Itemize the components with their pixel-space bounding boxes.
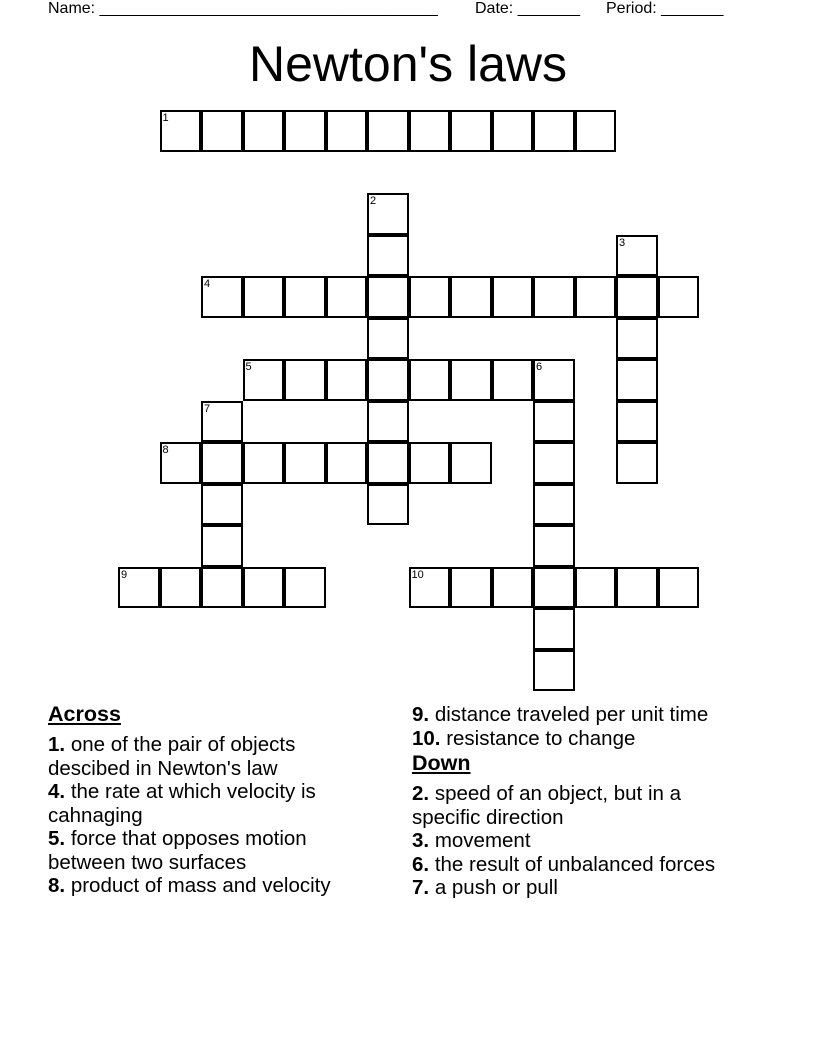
- crossword-cell[interactable]: [533, 525, 575, 567]
- clue-down-2: 2. speed of an object, but in a specific direction: [412, 782, 681, 829]
- crossword-cell[interactable]: [533, 608, 575, 650]
- crossword-cell[interactable]: [658, 567, 700, 609]
- crossword-cell[interactable]: [243, 359, 285, 401]
- crossword-cell[interactable]: [243, 276, 285, 318]
- crossword-cell[interactable]: [284, 276, 326, 318]
- clue-down-7: 7. a push or pull: [412, 876, 558, 899]
- crossword-cell[interactable]: [243, 442, 285, 484]
- crossword-cell[interactable]: [575, 110, 617, 152]
- crossword-cell[interactable]: [201, 276, 243, 318]
- clue-down-6: 6. the result of unbalanced forces: [412, 852, 716, 876]
- crossword-cell[interactable]: [118, 567, 160, 609]
- crossword-cell[interactable]: [160, 110, 202, 152]
- crossword-cell[interactable]: [409, 110, 451, 152]
- cell-number: 9: [121, 568, 128, 581]
- crossword-cell[interactable]: [616, 442, 658, 484]
- crossword-cell[interactable]: [326, 110, 368, 152]
- crossword-cell[interactable]: [450, 442, 492, 484]
- crossword-cell[interactable]: [492, 110, 534, 152]
- clue-across-9: 9. distance traveled per unit time: [412, 703, 709, 726]
- crossword-cell[interactable]: [533, 567, 575, 609]
- clue-across-10: 10. resistance to change: [412, 726, 636, 750]
- crossword-cell[interactable]: [533, 359, 575, 401]
- clue-across-5: 5. force that opposes motion between two surfaces: [48, 827, 307, 874]
- crossword-cell[interactable]: [367, 276, 409, 318]
- name-field[interactable]: Name: ______________________________________: [48, 0, 438, 17]
- crossword-cell[interactable]: [326, 359, 368, 401]
- clues-left-column: [48, 701, 378, 898]
- crossword-cell[interactable]: [367, 401, 409, 443]
- crossword-cell[interactable]: [367, 359, 409, 401]
- crossword-cell[interactable]: [367, 235, 409, 277]
- crossword-cell[interactable]: [326, 442, 368, 484]
- clue-down-3: 3. movement: [412, 829, 531, 852]
- cell-number: 2: [370, 195, 377, 207]
- crossword-cell[interactable]: [575, 276, 617, 318]
- crossword-cell[interactable]: [492, 567, 534, 609]
- crossword-cell[interactable]: [616, 401, 658, 443]
- crossword-cell[interactable]: [533, 401, 575, 443]
- crossword-cell[interactable]: [409, 276, 451, 318]
- crossword-cell[interactable]: [284, 359, 326, 401]
- crossword-cell[interactable]: [616, 318, 658, 360]
- crossword-cell[interactable]: [201, 567, 243, 609]
- crossword-cell[interactable]: [160, 567, 202, 609]
- crossword-cell[interactable]: [284, 110, 326, 152]
- crossword-cell[interactable]: [450, 276, 492, 318]
- crossword-cell[interactable]: [533, 484, 575, 526]
- cell-number: 7: [204, 402, 211, 415]
- crossword-cell[interactable]: [575, 567, 617, 609]
- crossword-cell[interactable]: [409, 567, 451, 609]
- crossword-cell[interactable]: [284, 567, 326, 609]
- crossword-cell[interactable]: [201, 525, 243, 567]
- date-field[interactable]: Date: _______: [475, 0, 580, 17]
- page-title: Newton's laws: [249, 36, 567, 92]
- across-heading: Across: [48, 702, 121, 726]
- crossword-cell[interactable]: [616, 235, 658, 277]
- down-heading: Down: [412, 751, 471, 775]
- crossword-cell[interactable]: [616, 567, 658, 609]
- crossword-cell[interactable]: [533, 276, 575, 318]
- crossword-cell[interactable]: [492, 359, 534, 401]
- clues-right-column: [412, 701, 752, 900]
- crossword-cell[interactable]: [367, 442, 409, 484]
- crossword-cell[interactable]: [616, 359, 658, 401]
- crossword-cell[interactable]: [450, 110, 492, 152]
- cell-number: 8: [162, 444, 169, 456]
- crossword-cell[interactable]: [533, 110, 575, 152]
- crossword-cell[interactable]: [533, 442, 575, 484]
- crossword-cell[interactable]: [367, 193, 409, 235]
- cell-number: 10: [411, 568, 424, 581]
- crossword-cell[interactable]: [450, 359, 492, 401]
- period-field[interactable]: Period: _______: [606, 0, 724, 17]
- crossword-cell[interactable]: [367, 110, 409, 152]
- clue-across-8: 8. product of mass and velocity: [48, 874, 331, 897]
- crossword-cell[interactable]: [450, 567, 492, 609]
- cell-number: 1: [162, 112, 169, 124]
- crossword-cell[interactable]: [367, 318, 409, 360]
- crossword-cell[interactable]: [160, 442, 202, 484]
- cell-number: 3: [619, 236, 626, 249]
- crossword-cell[interactable]: [243, 567, 285, 609]
- crossword-cell[interactable]: [409, 359, 451, 401]
- crossword-cell[interactable]: [616, 276, 658, 318]
- crossword-cell[interactable]: [201, 484, 243, 526]
- crossword-cell[interactable]: [243, 110, 285, 152]
- crossword-cell[interactable]: [201, 401, 243, 443]
- cell-number: 4: [204, 278, 211, 290]
- clue-across-4: 4. the rate at which velocity is cahnaging: [48, 780, 316, 827]
- crossword-cell[interactable]: [658, 276, 700, 318]
- crossword-cell[interactable]: [284, 442, 326, 484]
- cell-number: 5: [245, 361, 252, 373]
- crossword-cell[interactable]: [409, 442, 451, 484]
- crossword-cell[interactable]: [201, 110, 243, 152]
- crossword-cell[interactable]: [367, 484, 409, 526]
- crossword-cell[interactable]: [201, 442, 243, 484]
- crossword-cell[interactable]: [492, 276, 534, 318]
- clue-across-1: 1. one of the pair of objects descibed in Newton's law: [48, 733, 296, 780]
- crossword-cell[interactable]: [533, 650, 575, 692]
- cell-number: 6: [536, 361, 543, 373]
- crossword-cell[interactable]: [326, 276, 368, 318]
